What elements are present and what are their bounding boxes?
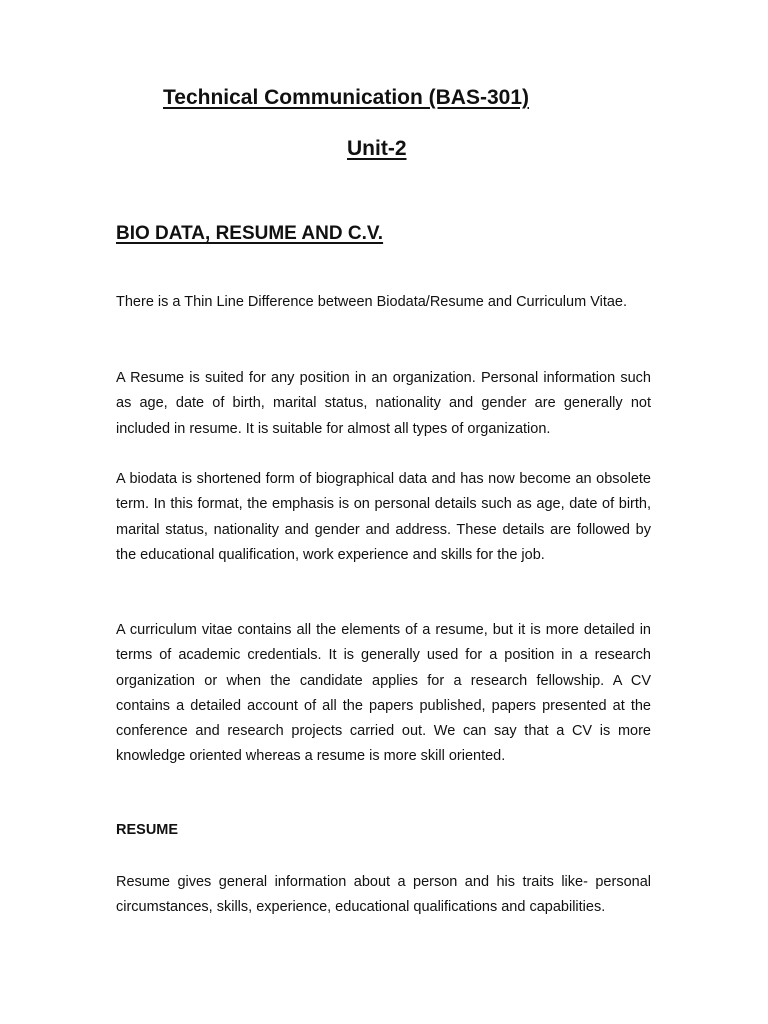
- paragraph-resume-intro: Resume gives general information about a person and his traits like- personal circumstances, skills, experience, educational qualifications and capabilities.: [116, 874, 651, 916]
- paragraph-resume-definition: A Resume is suited for any position in an organization. Personal information such as age, date of birth, marital status, nationality and gender are generally not included in resume. It is suitable for almost all types of organization.: [116, 370, 651, 437]
- paragraph-cv-definition: A curriculum vitae contains all the elements of a resume, but it is more detailed in terms of academic credentials. It is generally used for a position in a research organization or when the candidate applies for a research fellowship. A CV contains a detailed account of all the papers published, papers presented at the conference and research projects carried out. We can say that a CV is more knowledge oriented whereas a resume is more skill oriented.: [116, 622, 651, 765]
- unit-heading: Unit-2: [347, 137, 407, 160]
- paragraph-biodata-definition: A biodata is shortened form of biographical data and has now become an obsolete term. In this format, the emphasis is on personal details such as age, date of birth, marital status, nationality and gender and address. These details are followed by the educational qualification, work experience and skills for the job.: [116, 471, 651, 563]
- document-title: Technical Communication (BAS-301): [163, 86, 530, 109]
- section-heading: BIO DATA, RESUME AND C.V.: [116, 223, 384, 244]
- paragraph-intro: There is a Thin Line Difference between Biodata/Resume and Curriculum Vitae.: [116, 294, 628, 310]
- resume-subheading: RESUME: [116, 822, 179, 838]
